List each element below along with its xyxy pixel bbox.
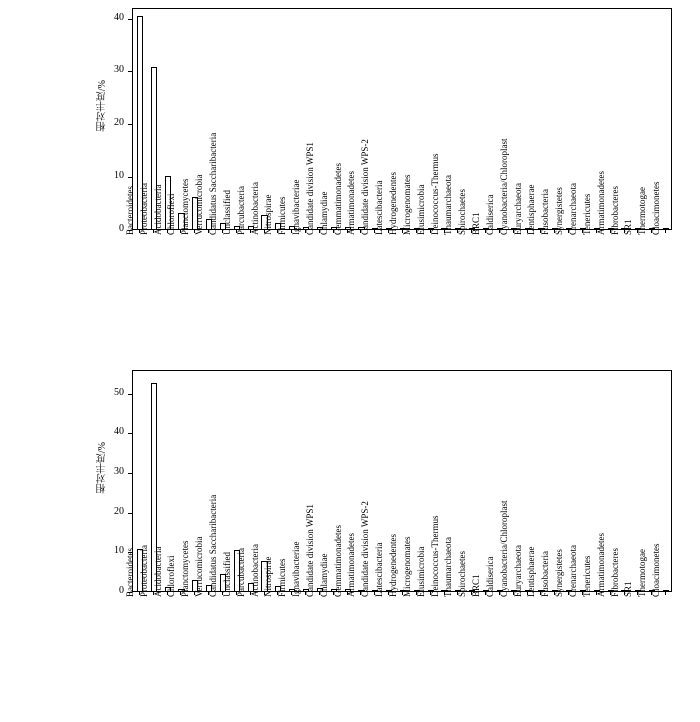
x-tick-label: Hydrogenedentes: [388, 534, 398, 597]
x-tick-label: Proteobacteria: [138, 545, 149, 597]
x-tick-label: Planctomycetes: [180, 178, 191, 235]
x-tick-label: Armatimonadetes: [595, 171, 606, 235]
x-tick-label: Crenarchaeota: [568, 183, 578, 235]
x-tick-label: Fibrobacteres: [609, 548, 620, 597]
y-tick-label: 30: [114, 466, 124, 478]
y-tick-label: 50: [114, 386, 124, 398]
x-tick-label: Firmicutes: [277, 558, 288, 597]
x-tick-label: Candidate division WPS1: [304, 504, 315, 597]
y-tick-mark: [128, 124, 132, 125]
y-tick-label: 40: [114, 11, 124, 23]
y-tick-mark: [128, 433, 132, 434]
x-tick-label: Microgenomates: [401, 174, 412, 235]
chart-panel-a: [0, 0, 700, 360]
x-tick-label: Acidobacteria: [152, 546, 163, 597]
x-tick-label: Microgenomates: [401, 536, 412, 597]
x-tick-label: Candidate division WPS-2: [360, 139, 371, 235]
x-tick-label: Ignavibacteriae: [291, 179, 302, 235]
y-tick-label: 20: [114, 505, 124, 517]
x-tick-label: Cyanobacteria/Chloroplast: [498, 500, 509, 597]
x-tick-label: Thermotogae: [637, 187, 648, 235]
x-tick-label: Armatimonadetes: [346, 171, 357, 235]
x-tick-label: Chloroflexi: [166, 555, 177, 597]
x-tick-label: Candidatus Saccharibacteria: [208, 494, 218, 597]
x-tick-label: BRC1: [471, 574, 482, 597]
x-tick-label: Armatimonadetes: [346, 533, 357, 597]
x-tick-label: Latescibacteria: [374, 542, 385, 597]
x-tick-label: Spirochaetes: [457, 189, 468, 235]
y-axis-label-a: 相对丰度/%: [97, 80, 108, 132]
y-tick-mark: [128, 177, 132, 178]
x-tick-label: Lentisphaerae: [526, 546, 537, 597]
y-tick-label: 30: [114, 64, 124, 76]
x-tick-label: Deinococcus-Thermus: [429, 153, 440, 235]
x-tick-label: Crenarchaeota: [568, 545, 578, 597]
x-tick-label: Bacteroidetes: [124, 548, 135, 597]
x-tick-label: Caldiserica: [484, 194, 495, 235]
x-tick-label: Synergistetes: [554, 187, 565, 235]
x-tick-label: Parcubacteria: [235, 548, 246, 597]
x-tick-label: Hydrogenedentes: [388, 172, 398, 235]
x-tick-mark: [665, 230, 666, 233]
y-tick-label: 10: [114, 170, 124, 182]
x-tick-label: Lentisphaerae: [526, 184, 537, 235]
x-tick-label: Ignavibacteriae: [291, 541, 302, 597]
x-tick-label: Euryarchaeota: [512, 545, 523, 597]
x-tick-label: Chlamydiae: [318, 191, 329, 235]
y-tick-label: 20: [114, 117, 124, 129]
x-tick-label: Elusimicrobia: [415, 184, 426, 235]
x-tick-label: Verrucomicrobia: [194, 174, 205, 235]
x-tick-label: Bacteroidetes: [124, 186, 135, 235]
x-tick-label: Fusobacteria: [540, 551, 551, 597]
y-tick-label: 10: [114, 545, 124, 557]
x-tick-mark: [665, 592, 666, 595]
bar: [663, 228, 669, 229]
y-tick-label: 0: [119, 223, 124, 234]
x-tick-label: Euryarchaeota: [512, 183, 523, 235]
x-tick-label: Gemmatimonadetes: [332, 525, 343, 597]
y-tick-label: 0: [119, 585, 124, 596]
x-tick-label: Cloacimonetes: [651, 543, 662, 597]
x-tick-label: Nitrospirae: [263, 194, 274, 235]
y-tick-mark: [128, 71, 132, 72]
x-tick-label: Fibrobacteres: [609, 186, 620, 235]
x-tick-label: Proteobacteria: [138, 183, 149, 235]
x-tick-label: Unclassified: [221, 190, 232, 235]
x-tick-label: Candidatus Saccharibacteria: [208, 132, 218, 235]
x-tick-label: Unclassified: [221, 552, 232, 597]
x-tick-label: Planctomycetes: [180, 540, 191, 597]
x-tick-label: Caldiserica: [484, 556, 495, 597]
x-tick-label: Synergistetes: [554, 549, 565, 597]
x-tick-label: Chlamydiae: [318, 553, 329, 597]
y-tick-mark: [128, 394, 132, 395]
x-tick-label: Parcubacteria: [235, 186, 246, 235]
y-tick-mark: [128, 513, 132, 514]
x-tick-label: SR1: [623, 219, 634, 235]
x-tick-label: Tenericutes: [581, 193, 592, 235]
x-tick-label: Candidate division WPS-2: [360, 501, 371, 597]
x-tick-label: BRC1: [471, 212, 482, 235]
y-tick-mark: [128, 19, 132, 20]
x-tick-label: Firmicutes: [277, 196, 288, 235]
x-tick-label: SR1: [623, 581, 634, 597]
x-tick-label: Cyanobacteria/Chloroplast: [498, 138, 509, 235]
x-tick-label: Thaumarchaeota: [443, 537, 454, 597]
x-tick-label: Actinobacteria: [249, 182, 260, 235]
x-tick-label: Deinococcus-Thermus: [429, 515, 440, 597]
bar: [663, 590, 669, 591]
x-tick-label: Gemmatimonadetes: [332, 163, 343, 235]
x-tick-label: Actinobacteria: [249, 544, 260, 597]
x-tick-label: Acidobacteria: [152, 184, 163, 235]
x-tick-label: Elusimicrobia: [415, 546, 426, 597]
x-tick-label: Cloacimonetes: [651, 181, 662, 235]
y-tick-label: 40: [114, 426, 124, 438]
chart-panel-b: [0, 362, 700, 722]
x-tick-label: Chloroflexi: [166, 193, 177, 235]
x-tick-label: Candidate division WPS1: [304, 142, 315, 235]
x-tick-label: Thermotogae: [637, 549, 648, 597]
y-axis-label-b: 相对丰度/%: [97, 442, 108, 494]
x-tick-label: Nitrospirae: [263, 556, 274, 597]
x-tick-label: Armatimonadetes: [595, 533, 606, 597]
x-tick-label: Fusobacteria: [540, 189, 551, 235]
x-tick-label: Spirochaetes: [457, 551, 468, 597]
x-tick-label: Latescibacteria: [374, 180, 385, 235]
x-tick-label: Tenericutes: [581, 555, 592, 597]
y-tick-mark: [128, 473, 132, 474]
x-tick-label: Verrucomicrobia: [194, 536, 205, 597]
x-tick-label: Thaumarchaeota: [443, 175, 454, 235]
